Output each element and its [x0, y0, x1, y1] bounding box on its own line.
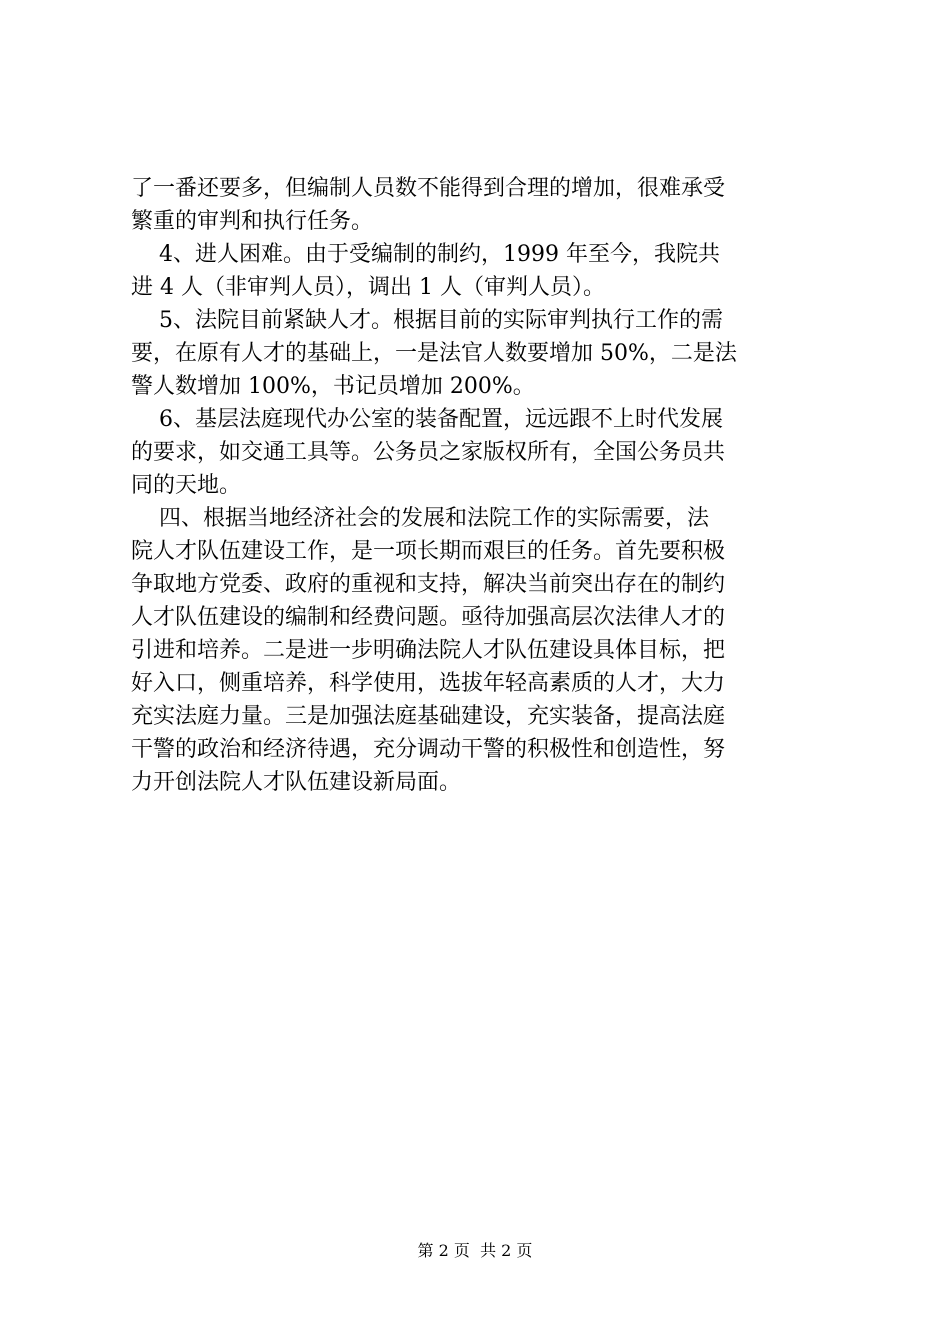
text-line: 力开创法院人才队伍建设新局面。 [131, 770, 462, 795]
text-line: 干警的政治和经济待遇，充分调动干警的积极性和创造性，努 [131, 737, 726, 762]
text-line: 好入口，侧重培养，科学使用，选拔年轻高素质的人才，大力 [131, 671, 726, 696]
text-line: 充实法庭力量。三是加强法庭基础建设，充实装备，提高法庭 [131, 704, 726, 729]
text-line: 4、进人困难。由于受编制的制约，1999 年至今，我院共 [131, 242, 720, 267]
text-line: 同的天地。 [131, 473, 242, 498]
text-line: 了一番还要多，但编制人员数不能得到合理的增加，很难承受 [131, 176, 726, 201]
text-line: 要，在原有人才的基础上，一是法官人数要增加 50%，二是法 [131, 341, 737, 366]
text-line: 警人数增加 100%，书记员增加 200%。 [131, 374, 535, 399]
text-line: 6、基层法庭现代办公室的装备配置，远远跟不上时代发展 [131, 407, 723, 432]
text-line: 院人才队伍建设工作，是一项长期而艰巨的任务。首先要积极 [131, 539, 726, 564]
page-footer [0, 1240, 950, 1262]
text-line: 人才队伍建设的编制和经费问题。亟待加强高层次法律人才的 [131, 605, 726, 630]
body-text [131, 172, 831, 799]
text-line: 的要求，如交通工具等。公务员之家版权所有，全国公务员共 [131, 440, 726, 465]
text-line: 进 4 人（非审判人员），调出 1 人（审判人员）。 [131, 275, 605, 300]
text-line: 繁重的审判和执行任务。 [131, 209, 374, 234]
text-line: 四、根据当地经济社会的发展和法院工作的实际需要，法 [131, 506, 709, 531]
page-number-label: 第 2 页 共 2 页 [417, 1241, 533, 1260]
text-line: 5、法院目前紧缺人才。根据目前的实际审判执行工作的需 [131, 308, 723, 333]
text-line: 争取地方党委、政府的重视和支持，解决当前突出存在的制约 [131, 572, 726, 597]
text-line: 引进和培养。二是进一步明确法院人才队伍建设具体目标，把 [131, 638, 726, 663]
